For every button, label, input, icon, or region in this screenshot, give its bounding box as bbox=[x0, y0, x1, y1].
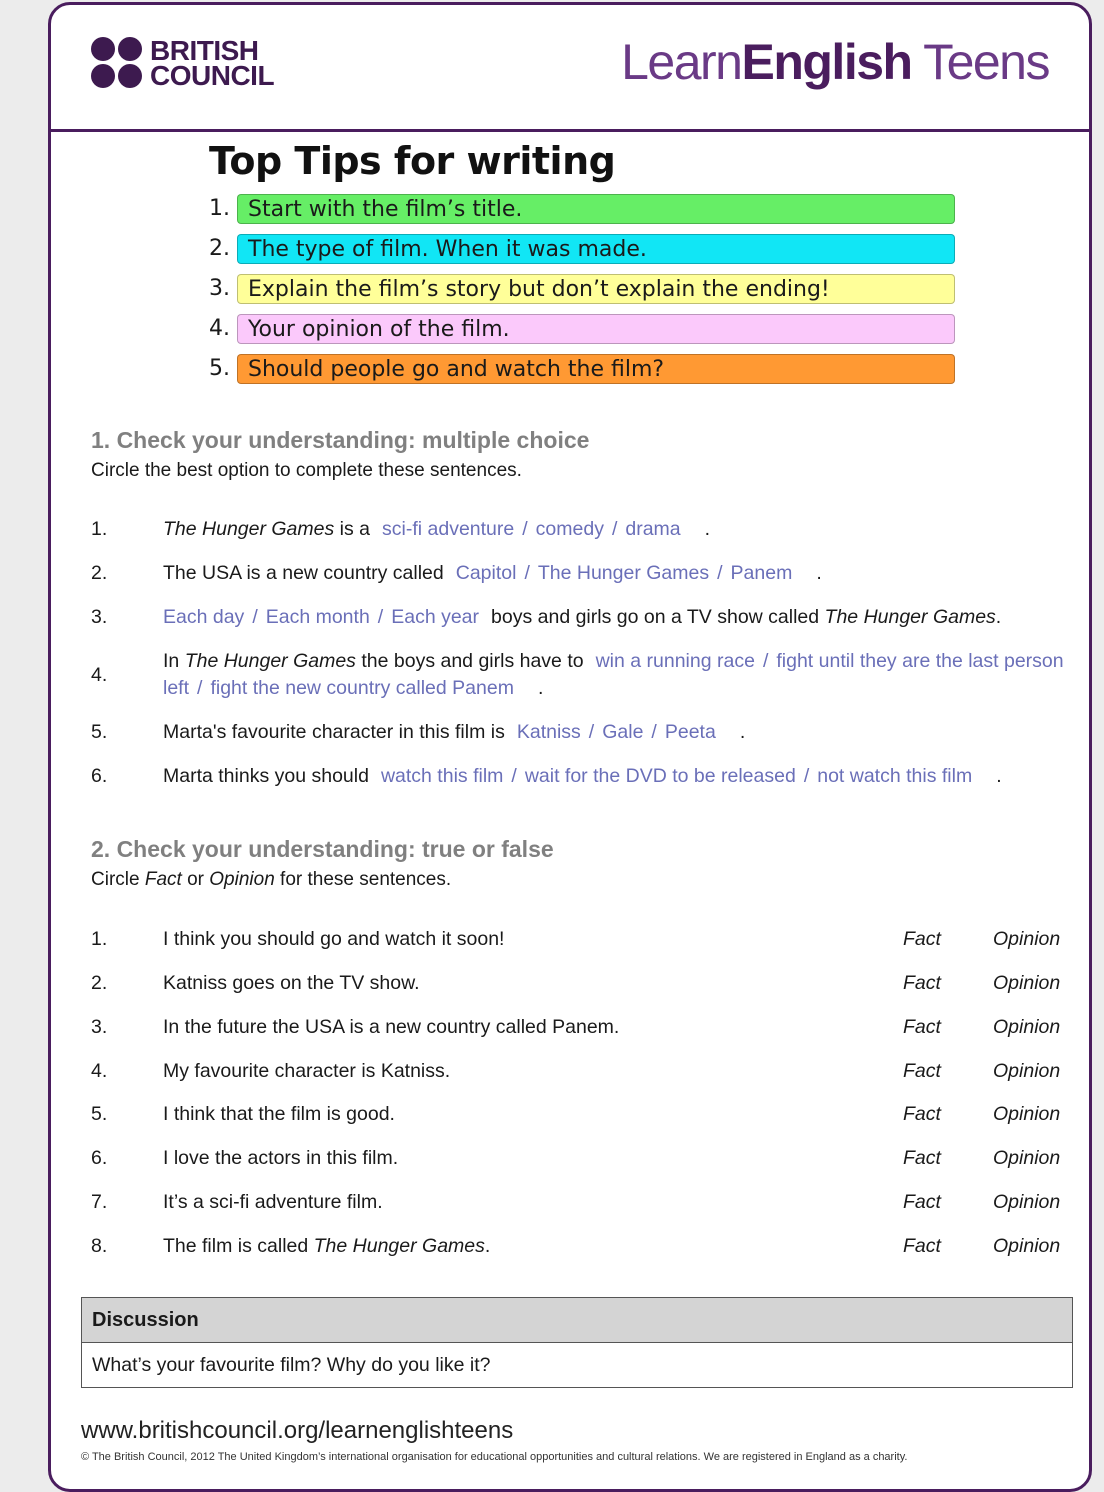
logo-line-2: COUNCIL bbox=[150, 59, 275, 91]
tip-bar: Explain the film’s story but don’t explain the ending! bbox=[237, 274, 955, 304]
opinion-option[interactable]: Opinion bbox=[993, 1016, 1061, 1038]
option-choice[interactable]: Capitol bbox=[455, 562, 517, 584]
option-choice[interactable]: fight until they are the last person left bbox=[163, 650, 1064, 699]
option-choice[interactable]: Katniss bbox=[516, 721, 581, 743]
fact-option[interactable]: Fact bbox=[903, 1016, 941, 1038]
option-choice[interactable]: win a running race bbox=[595, 650, 755, 672]
fact-option[interactable]: Fact bbox=[903, 1103, 941, 1125]
tips-title: Top Tips for writing bbox=[209, 139, 616, 183]
footer-copyright: © The British Council, 2012 The United Kingdom’s international organisation for educational opportunities and cultural relations. We are registered in England as a charity. bbox=[81, 1451, 908, 1463]
option-choice[interactable]: drama bbox=[625, 518, 681, 540]
option-choice[interactable]: sci-fi adventure bbox=[382, 518, 515, 540]
option-choice[interactable]: Each month bbox=[265, 606, 370, 628]
tip-bar: The type of film. When it was made. bbox=[237, 234, 955, 264]
option-choice[interactable]: The Hunger Games bbox=[537, 562, 710, 584]
opinion-option[interactable]: Opinion bbox=[993, 1103, 1061, 1125]
opinion-option[interactable]: Opinion bbox=[993, 1147, 1061, 1169]
opinion-option[interactable]: Opinion bbox=[993, 1191, 1061, 1213]
option-choice[interactable]: Each year bbox=[391, 606, 480, 628]
opinion-option[interactable]: Opinion bbox=[993, 1235, 1061, 1257]
fact-option[interactable]: Fact bbox=[903, 1147, 941, 1169]
section-1-title: 1. Check your understanding: multiple choice bbox=[91, 427, 590, 453]
logo-line-1: BRITISH bbox=[150, 34, 259, 66]
discussion-title: Discussion bbox=[82, 1298, 1072, 1343]
worksheet-page: BRITISH COUNCIL LearnEnglish Teens Top Tips for writing 1. Start with the film’s title. 2. The type of film. When it was made. 3. Explain the film’s story but don’t explain the ending! 4. Your opinion of the film. 5. Should people go and watch the film? 1. Check your understanding: multiple choice Circle the best option to complete these sentences. 1. The Hunger Games is a sci-fi adventure / comedy / drama . 2. The USA is a new country called Capitol / The Hunger Games / Panem . 3. Each day / Each month / Each year boys and girls go on a TV show called The Hunger Games. 4. In The Hunger Games the boys and girls have to win a running race / fight until they are the last person left / fight the new country called Panem . 5. Marta's favourite character in this film is Katniss / Gale / Peeta . 6. Marta thinks you should watch this film / wait for the DVD to be released / not watch this film . 2. Check your understanding: true or false Circle Fact or Opinion for these sentences. 1. I think you should go and watch it soon! Fact Opinion 2. Katniss goes on the TV show. Fact Opinion 3. In the future the USA is a new country called Panem. Fact Opinion 4. My favourite character is Katniss. Fact Opinion 5. I think that the film is good. Fact Opinion 6. I love the actors in this film. Fact Opinion 7. It’s a sci-fi adventure film. Fact Opinion 8. The film is called The Hunger Games. Fact Opinion Discussion What’s your favourite film? Why do you like it? www.britishcouncil.org/learnenglishteens © The British Council, 2012 The United Kingdom’s international organisation for educational opportunities and cultural relations. We are registered in England as a charity. bbox=[48, 2, 1092, 1492]
option-choice[interactable]: not watch this film bbox=[817, 765, 973, 787]
option-choice[interactable]: wait for the DVD to be released bbox=[524, 765, 796, 787]
tip-bar: Start with the film’s title. bbox=[237, 194, 955, 224]
discussion-box bbox=[81, 1297, 1073, 1388]
footer-url[interactable]: www.britishcouncil.org/learnenglishteens bbox=[81, 1417, 514, 1444]
fact-option[interactable]: Fact bbox=[903, 1235, 941, 1257]
option-choice[interactable]: Each day bbox=[163, 606, 245, 628]
option-choice[interactable]: Peeta bbox=[664, 721, 716, 743]
option-choice[interactable]: fight the new country called Panem bbox=[210, 677, 514, 699]
section-1-subtitle: Circle the best option to complete these sentences. bbox=[91, 460, 522, 481]
option-choice[interactable]: comedy bbox=[535, 518, 604, 540]
opinion-option[interactable]: Opinion bbox=[993, 1060, 1061, 1082]
tip-bar: Should people go and watch the film? bbox=[237, 354, 955, 384]
tip-bar: Your opinion of the film. bbox=[237, 314, 955, 344]
opinion-option[interactable]: Opinion bbox=[993, 972, 1061, 994]
british-council-logo bbox=[91, 34, 275, 91]
learnenglish-teens-logo: LearnEnglish Teens bbox=[621, 34, 1049, 90]
opinion-option[interactable]: Opinion bbox=[993, 928, 1061, 950]
fact-option[interactable]: Fact bbox=[903, 928, 941, 950]
fact-option[interactable]: Fact bbox=[903, 1060, 941, 1082]
section-2-subtitle: Circle Fact or Opinion for these sentences. bbox=[91, 869, 452, 890]
fact-option[interactable]: Fact bbox=[903, 1191, 941, 1213]
section-2-title: 2. Check your understanding: true or false bbox=[91, 836, 554, 862]
logo-dots-icon bbox=[91, 37, 142, 88]
header bbox=[51, 5, 1089, 132]
option-choice[interactable]: Gale bbox=[602, 721, 644, 743]
fact-option[interactable]: Fact bbox=[903, 972, 941, 994]
option-choice[interactable]: Panem bbox=[730, 562, 793, 584]
option-choice[interactable]: watch this film bbox=[380, 765, 504, 787]
discussion-question: What’s your favourite film? Why do you like it? bbox=[92, 1354, 491, 1376]
